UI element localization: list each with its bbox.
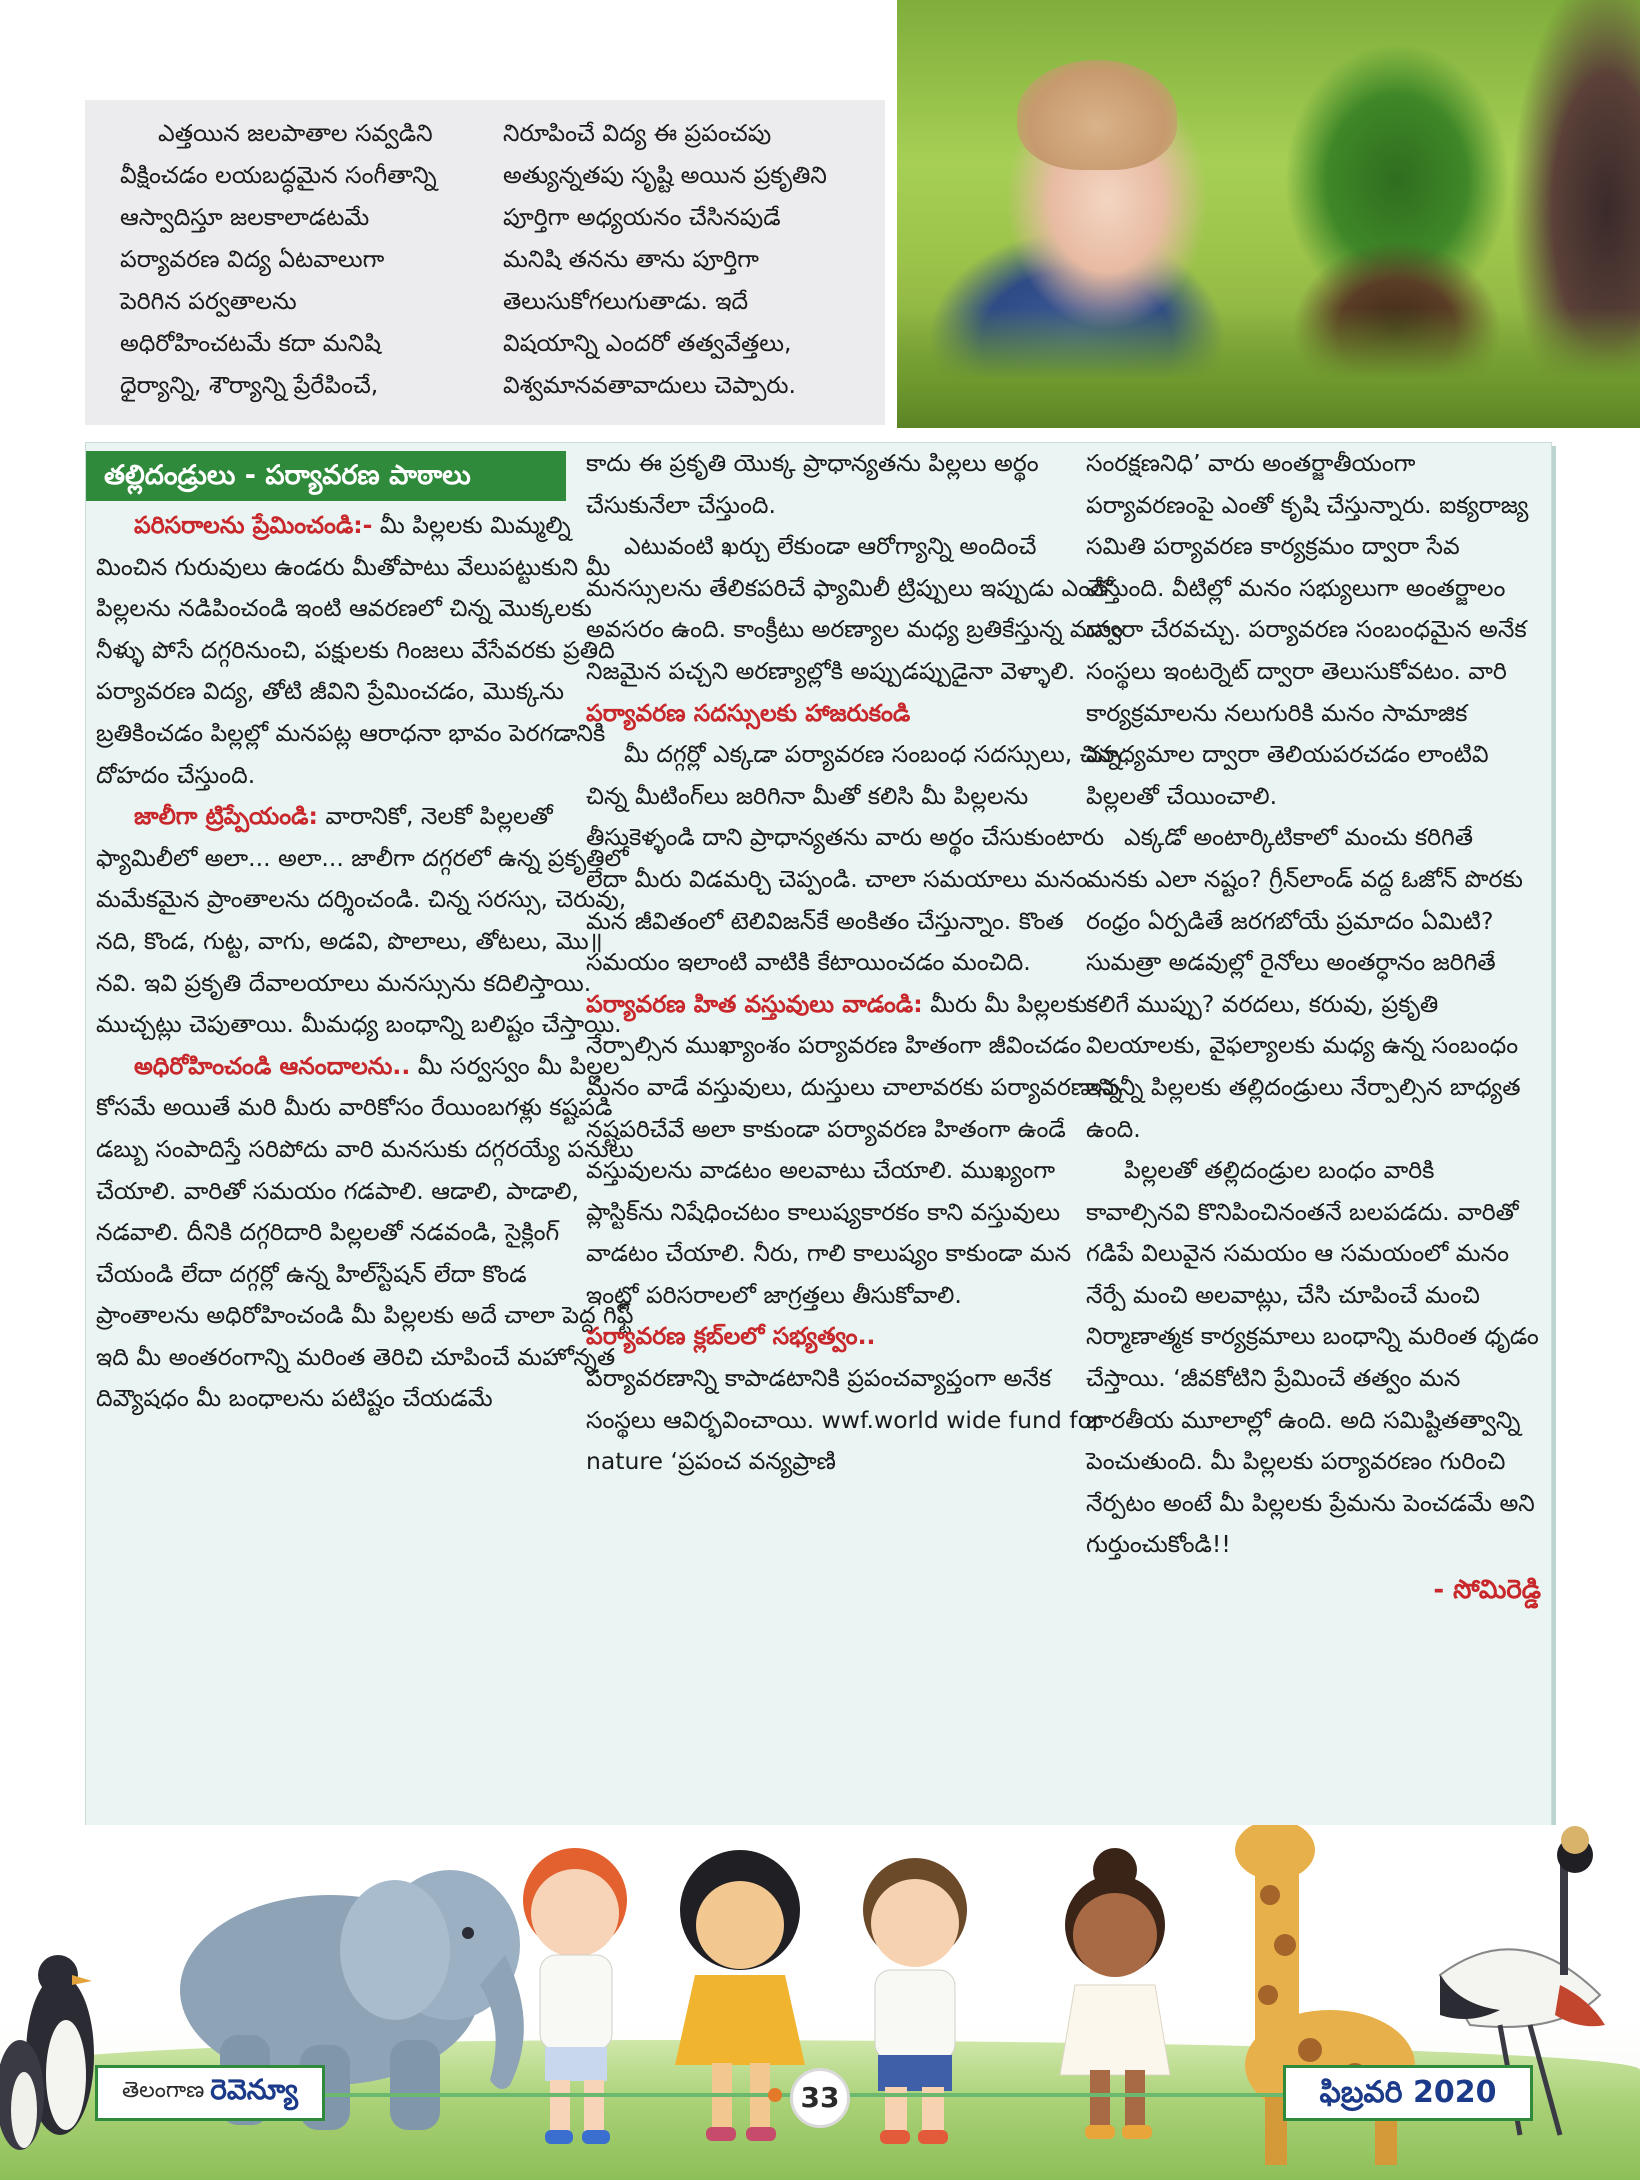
paragraph-text: మీ సర్వస్వం మీ పిల్లల కోసమే అయితే మరి మీరు వారికోసం రేయింబగళ్లు కష్టపడి డబ్బు సంపాదిస్తే సరిపోదు వారి మనసుకు దగ్గరయ్యే పనులు చేయాలి. వారితో సమయం గడపాలి. ఆడాలి, పాడాలి, నడవాలి. దీనికి దగ్గరిదారి పిల్లలతో నడవండి, సైక్లింగ్ చేయండి లేదా దగ్గర్లో ఉన్న హిల్‌స్టేషన్ లేదా కొండ ప్రాంతాలను అధిరోహించండి మీ పిల్లలకు అదే చాలా పెద్ద గిఫ్ట్ ఇది మీ అంతరంగాన్ని మరింత తెరిచి చూపించే మహోన్నత దివ్యౌషధం మీ బంధాలను పటిష్టం చేయడమే xyxy=(96,1051,634,1413)
paragraph xyxy=(586,1316,1126,1358)
subheading: పర్యావరణ హిత వస్తువులు వాడండి: xyxy=(586,989,923,1018)
section-title: తల్లిదండ్రులు - పర్యావరణ పాఠాలు xyxy=(86,451,566,501)
paragraph-text: సంరక్షణనిధి’ వారు అంతర్జాతీయంగా పర్యావరణంపై ఎంతో కృషి చేస్తున్నారు. ఐక్యరాజ్య సమితి పర్యావరణ కార్యక్రమం ద్వారా సేవ చేస్తుంది. వీటిల్లో మనం సభ్యులుగా అంతర్జాలం ద్వారా చేరవచ్చు. పర్యావరణ సంబంధమైన అనేక సంస్థలు ఇంటర్నెట్ ద్వారా తెలుసుకోవటం. వారి కార్యక్రమాలను నలుగురికి మనం సామాజిక మాధ్యమాల ద్వారా తెలియపరచడం లాంటివి పిల్లలతో చేయించాలి. xyxy=(1086,449,1529,810)
subheading: పర్యావరణ సదస్సులకు హాజరుకండి xyxy=(586,698,911,727)
intro-box xyxy=(85,100,885,425)
child-planting-photo xyxy=(897,0,1640,428)
article-column-2 xyxy=(586,443,1126,1483)
paragraph xyxy=(586,984,1126,1317)
child-redhair-icon xyxy=(523,1848,627,2144)
intro-line: పర్యావరణ విద్య ఏటవాలుగా xyxy=(120,245,385,273)
photo-grass xyxy=(897,308,1640,428)
paragraph-text: ఎక్కడో అంటార్కిటికాలో మంచు కరిగితే మనకు ఎలా నష్టం? గ్రీన్‌లాండ్ వద్ద ఓజోన్ పొరకు రంధ్రం ఏర్పడితే జరగబోయే ప్రమాదం ఏమిటి? సుమత్రా అడవుల్లో రైనోలు అంతర్ధానం జరిగితే కలిగే ముప్పు? వరదలు, కరువు, ప్రకృతి విలయాలకు, వైఫల్యాలకు మధ్య ఉన్న సంబంధం ఇవన్నీ పిల్లలకు తల్లిదండ్రులు నేర్పాల్సిన బాధ్యత ఉంది. xyxy=(1086,823,1523,1143)
paragraph xyxy=(586,526,1126,692)
intro-line: పూర్తిగా అధ్యయనం చేసినపుడే xyxy=(503,203,781,231)
paragraph-text: పిల్లలతో తల్లిదండ్రుల బంధం వారికి కావాల్సినవి కొనిపించినంతనే బలపడదు. వారితో గడిపే విలువైన సమయం ఆ సమయంలో మనం నేర్పే మంచి అలవాట్లు, చేసి చూపించే మంచి నిర్మాణాత్మక కార్యక్రమాలు బంధాన్ని మరింత ధృడం చేస్తాయి. ‘జీవకోటిని ప్రేమించే తత్వం మన భారతీయ మూలాల్లో ఉంది. అది సమిష్టితత్వాన్ని పెంచుతుంది. మీ పిల్లలకు పర్యావరణం గురించి నేర్పటం అంటే మీ పిల్లలకు ప్రేమను పెంచడమే అని గుర్తుంచుకోండి!! xyxy=(1086,1156,1539,1559)
intro-line: ఆస్వాదిస్తూ జలకాలాడటమే xyxy=(120,203,370,231)
paragraph xyxy=(1086,1150,1541,1566)
child-girl-icon xyxy=(675,1850,805,2141)
article-box xyxy=(85,442,1552,1827)
intro-line: పెరిగిన పర్వతాలను xyxy=(120,287,297,315)
paragraph xyxy=(1086,443,1541,817)
magazine-title-main: రెవెన్యూ xyxy=(210,2073,298,2106)
paragraph xyxy=(586,1358,1126,1483)
magazine-title xyxy=(95,2065,325,2121)
magazine-title-prefix: తెలంగాణ xyxy=(121,2078,205,2103)
intro-line: విషయాన్ని ఎందరో తత్వవేత్తలు, xyxy=(503,329,792,357)
paragraph xyxy=(586,443,1126,526)
intro-line: నిరూపించే విద్య ఈ ప్రపంచపు xyxy=(503,119,772,147)
article-column-3 xyxy=(1086,443,1541,1612)
page-number: 33 xyxy=(790,2068,850,2128)
intro-line: అత్యున్నతపు సృష్టి అయిన ప్రకృతిని xyxy=(503,161,827,189)
penguin-icon xyxy=(0,1955,94,2150)
paragraph-text: మీరు మీ పిల్లలకు నేర్పాల్సిన ముఖ్యాంశం పర్యావరణ హితంగా జీవించడం మనం వాడే వస్తువులు, దుస్తులు చాలావరకు పర్యావరణాన్ని నష్టపరిచేవే అలా కాకుండా పర్యావరణ హితంగా ఉండే వస్తువులను వాడటం అలవాటు చేయాలి. ముఖ్యంగా ప్లాస్టిక్‌ను నిషేధించటం కాలుష్యకారకం కాని వస్తువులు వాడటం చేయాలి. నీరు, గాలి కాలుష్యం కాకుండా మన ఇంట్లో పరిసరాలలో జాగ్రత్తలు తీసుకోవాలి. xyxy=(586,989,1122,1309)
intro-line: ఎత్తయిన జలపాతాల సవ్వడిని xyxy=(158,119,433,147)
paragraph-text: కాదు ఈ ప్రకృతి యొక్క ప్రాధాన్యతను పిల్లలు అర్థం చేసుకునేలా చేస్తుంది. xyxy=(586,449,1039,519)
subheading: అధిరోహించండి ఆనందాలను.. xyxy=(134,1051,411,1080)
paragraph-text: మీ పిల్లలకు మిమ్మల్ని మించిన గురువులు ఉండరు మీతోపాటు వేలుపట్టుకుని మీ పిల్లలను నడిపించండి ఇంటి ఆవరణలో చిన్న మొక్కలకు నీళ్ళు పోసే దగ్గరినుంచి, పక్షులకు గింజలు వేసేవరకు ప్రతిది పర్యావరణ విద్య, తోటి జీవిని ప్రేమించడం, మొక్కను బ్రతికించడం పిల్లల్లో మనపట్ల ఆరాధనా భావం పెరగడానికి దోహదం చేస్తుంది. xyxy=(96,511,615,789)
intro-left-column xyxy=(120,112,475,406)
author-byline: - సోమిరెడ్డి xyxy=(1433,1575,1541,1606)
paragraph xyxy=(96,796,636,1046)
intro-line: అధిరోహించటమే కదా మనిషి xyxy=(120,329,381,357)
intro-line: మనిషి తనను తాను పూర్తిగా xyxy=(503,245,759,273)
intro-right-column xyxy=(503,112,873,406)
subheading: జాలీగా ట్రిప్పేయండి: xyxy=(134,802,318,831)
article-column-1 xyxy=(96,505,636,1420)
paragraph-text: మీ దగ్గర్లో ఎక్కడా పర్యావరణ సంబంధ సదస్సులు, చిన్న చిన్న మీటింగ్‌లు జరిగినా మీతో కలిసి మీ పిల్లలను తీసుకెళ్ళండి దాని ప్రాధాన్యతను వారు అర్థం చేసుకుంటారు లేదా మీరు విడమర్చి చెప్పండి. చాలా సమయాలు మనం మన జీవితంలో టెలివిజన్‌కే అంకితం చేస్తున్నాం. కొంత సమయం ఇలాంటి వాటికి కేటాయించడం మంచిది. xyxy=(586,740,1122,977)
page-dot-icon xyxy=(768,2088,782,2102)
intro-line: తెలుసుకోగలుగుతాడు. ఇదే xyxy=(503,287,749,315)
child-boy-icon xyxy=(863,1858,967,2144)
paragraph xyxy=(586,734,1126,984)
paragraph-text: పర్యావరణాన్ని కాపాడటానికి ప్రపంచవ్యాప్తంగా అనేక సంస్థలు ఆవిర్భవించాయి. wwf.world wide fund for nature ‘ప్రపంచ వన్యప్రాణి xyxy=(586,1364,1102,1476)
subheading: పర్యావరణ క్లబ్‌లలో సభ్యత్వం.. xyxy=(586,1322,876,1351)
paragraph xyxy=(586,693,1126,735)
intro-line: ధైర్యాన్ని, శౌర్యాన్ని ప్రేరేపించే, xyxy=(120,371,379,399)
paragraph xyxy=(1086,817,1541,1150)
issue-date: ఫిబ్రవరి 2020 xyxy=(1283,2065,1533,2121)
paragraph xyxy=(96,505,636,796)
subheading: పరిసరాలను ప్రేమించండి:- xyxy=(134,511,373,539)
intro-line: విశ్వమానవతావాదులు చెప్పారు. xyxy=(503,371,796,399)
paragraph xyxy=(96,1046,636,1420)
intro-line: వీక్షించడం లయబద్ధమైన సంగీతాన్ని xyxy=(120,161,437,189)
photo-child-head xyxy=(1017,60,1177,170)
paragraph-text: ఎటువంటి ఖర్చు లేకుండా ఆరోగ్యాన్ని అందించే మనస్సులను తేలికపరిచే ఫ్యామిలీ ట్రిప్పులు ఇప్పుడు ఎంతో అవసరం ఉంది. కాంక్రీటు అరణ్యాల మధ్య బ్రతికేస్తున్న మనం నిజమైన పచ్చని అరణ్యాల్లోకి అప్పుడప్పుడైనా వెళ్ళాలి. xyxy=(586,532,1124,685)
paragraph-text: వారానికో, నెలకో పిల్లలతో ఫ్యామిలీలో అలా... అలా... జాలీగా దగ్గరలో ఉన్న ప్రకృతిలో మమేకమైన ప్రాంతాలను దర్శించండి. చిన్న సరస్సు, చెరువు, నది, కొండ, గుట్ట, వాగు, అడవి, పొలాలు, తోటలు, మొ॥నవి. ఇవి ప్రకృతి దేవాలయాలు మనస్సును కదిలిస్తాయి. ముచ్చట్లు చెపుతాయి. మీమధ్య బంధాన్ని బలిష్టం చేస్తాయి. xyxy=(96,802,629,1039)
